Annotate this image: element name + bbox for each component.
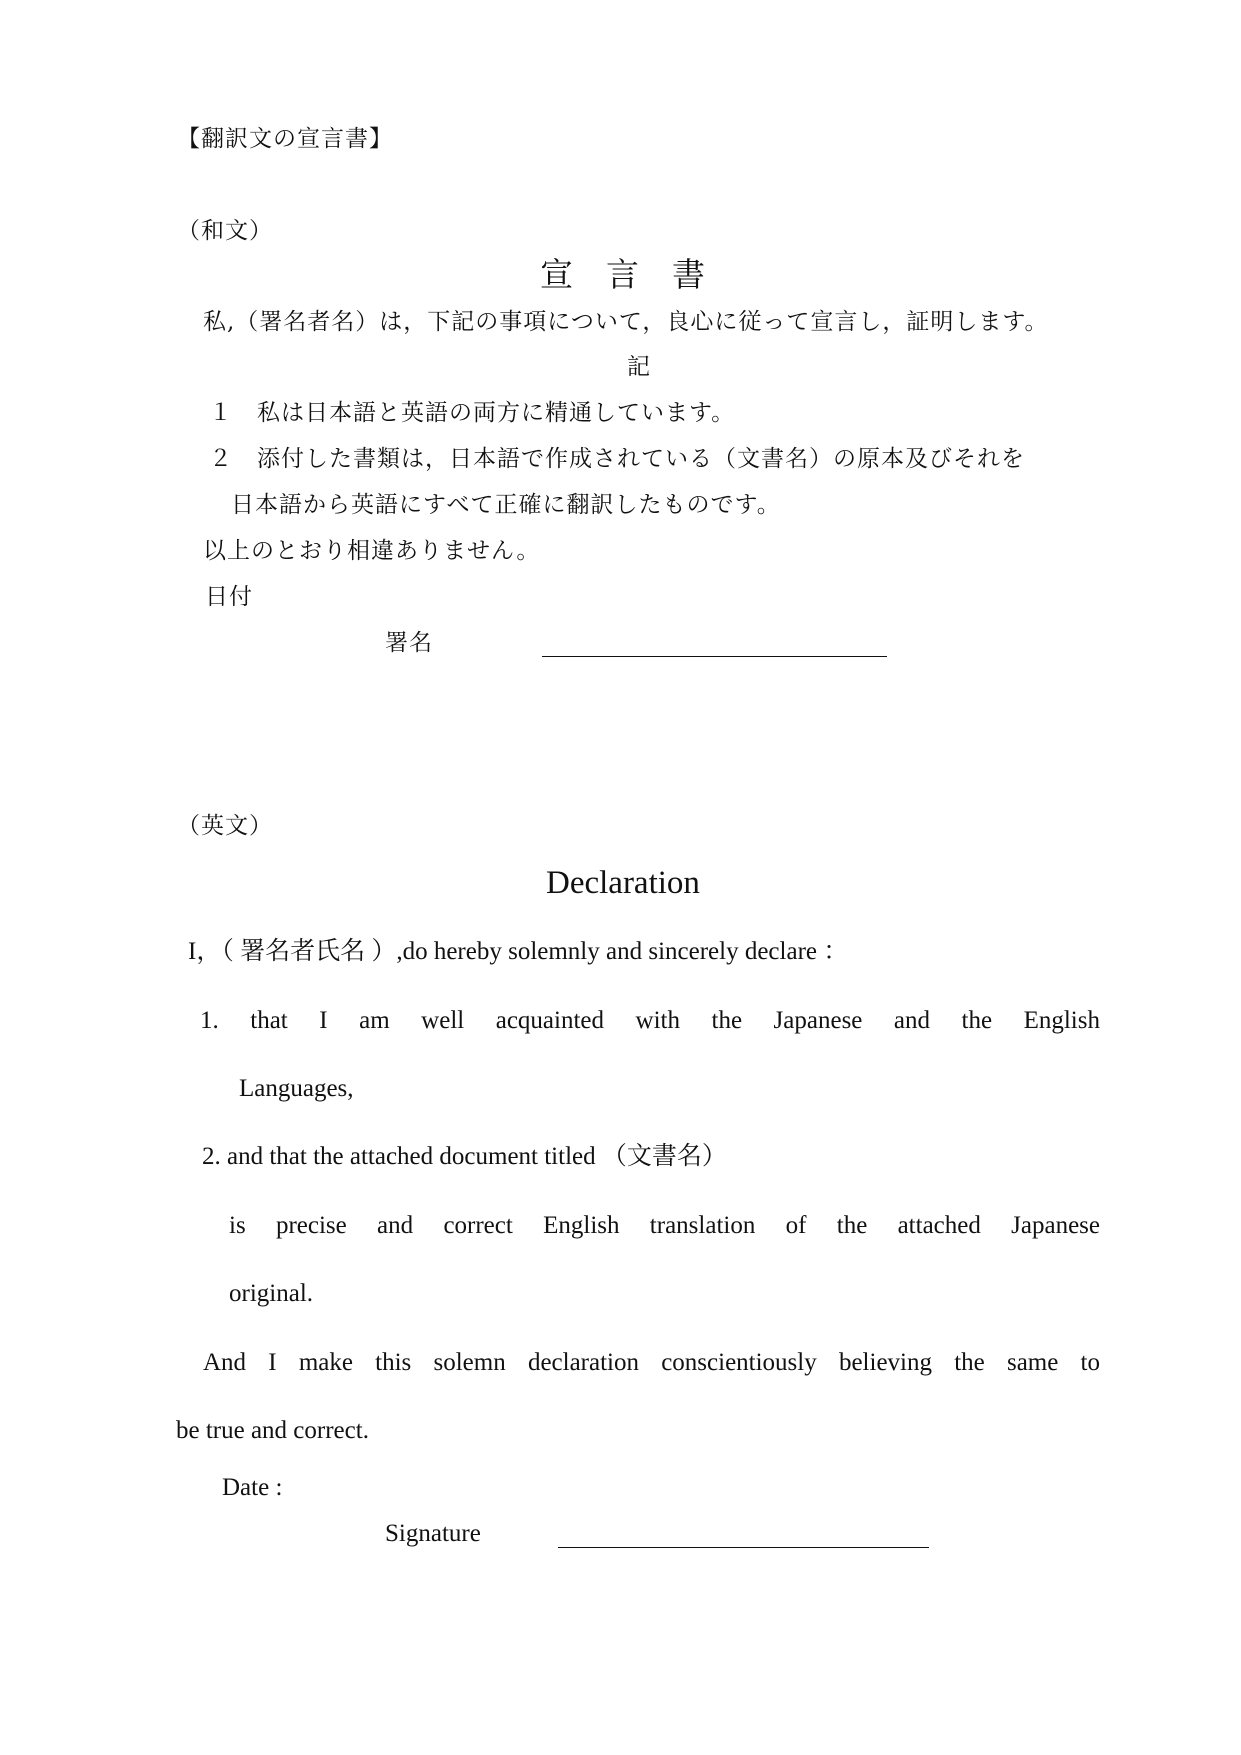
english-signature-line: [558, 1547, 929, 1548]
english-section-label: （英文）: [177, 813, 273, 839]
english-item-2-line-3: original.: [229, 1280, 314, 1307]
english-item-2-line-1: 2. and that the attached document titled （文書名）: [202, 1143, 727, 1170]
english-item-2-line-2: is precise and correct English translation of the attached Japanese: [229, 1212, 1100, 1239]
japanese-item-1: １ 私は日本語と英語の両方に精通しています。: [209, 400, 736, 426]
english-closing-line-1: And I make this solemn declaration conscientiously believing the same to: [203, 1349, 1100, 1376]
japanese-intro: 私,（署名者名）は，下記の事項について，良心に従って宣言し，証明します。: [203, 309, 1049, 335]
japanese-date-label: 日付: [205, 584, 253, 610]
english-closing-line-2: be true and correct.: [176, 1417, 369, 1444]
english-item-1-line-1: 1. that I am well acquainted with the Japanese and the English: [200, 1007, 1100, 1034]
japanese-item-2-line-1: ２ 添付した書類は，日本語で作成されている（文書名）の原本及びそれを: [209, 446, 1025, 472]
english-intro: I，（ 署名者氏名 ）,do hereby solemnly and sincerely declare ：: [188, 938, 849, 965]
japanese-item-2-line-2: 日本語から英語にすべて正確に翻訳したものです。: [231, 492, 781, 518]
japanese-ki: 記: [627, 354, 651, 380]
japanese-signature-label: 署名: [385, 630, 433, 656]
japanese-title: 宣 言 書: [540, 255, 705, 294]
english-signature-label: Signature: [385, 1520, 481, 1547]
english-item-1-line-2: Languages,: [239, 1075, 354, 1102]
document-heading: 【翻訳文の宣言書】: [177, 126, 393, 152]
english-title: Declaration: [546, 865, 700, 901]
english-date-label: Date :: [222, 1474, 283, 1501]
japanese-closing: 以上のとおり相違ありません。: [203, 538, 541, 564]
japanese-signature-line: [542, 656, 887, 657]
japanese-section-label: （和文）: [177, 218, 273, 244]
